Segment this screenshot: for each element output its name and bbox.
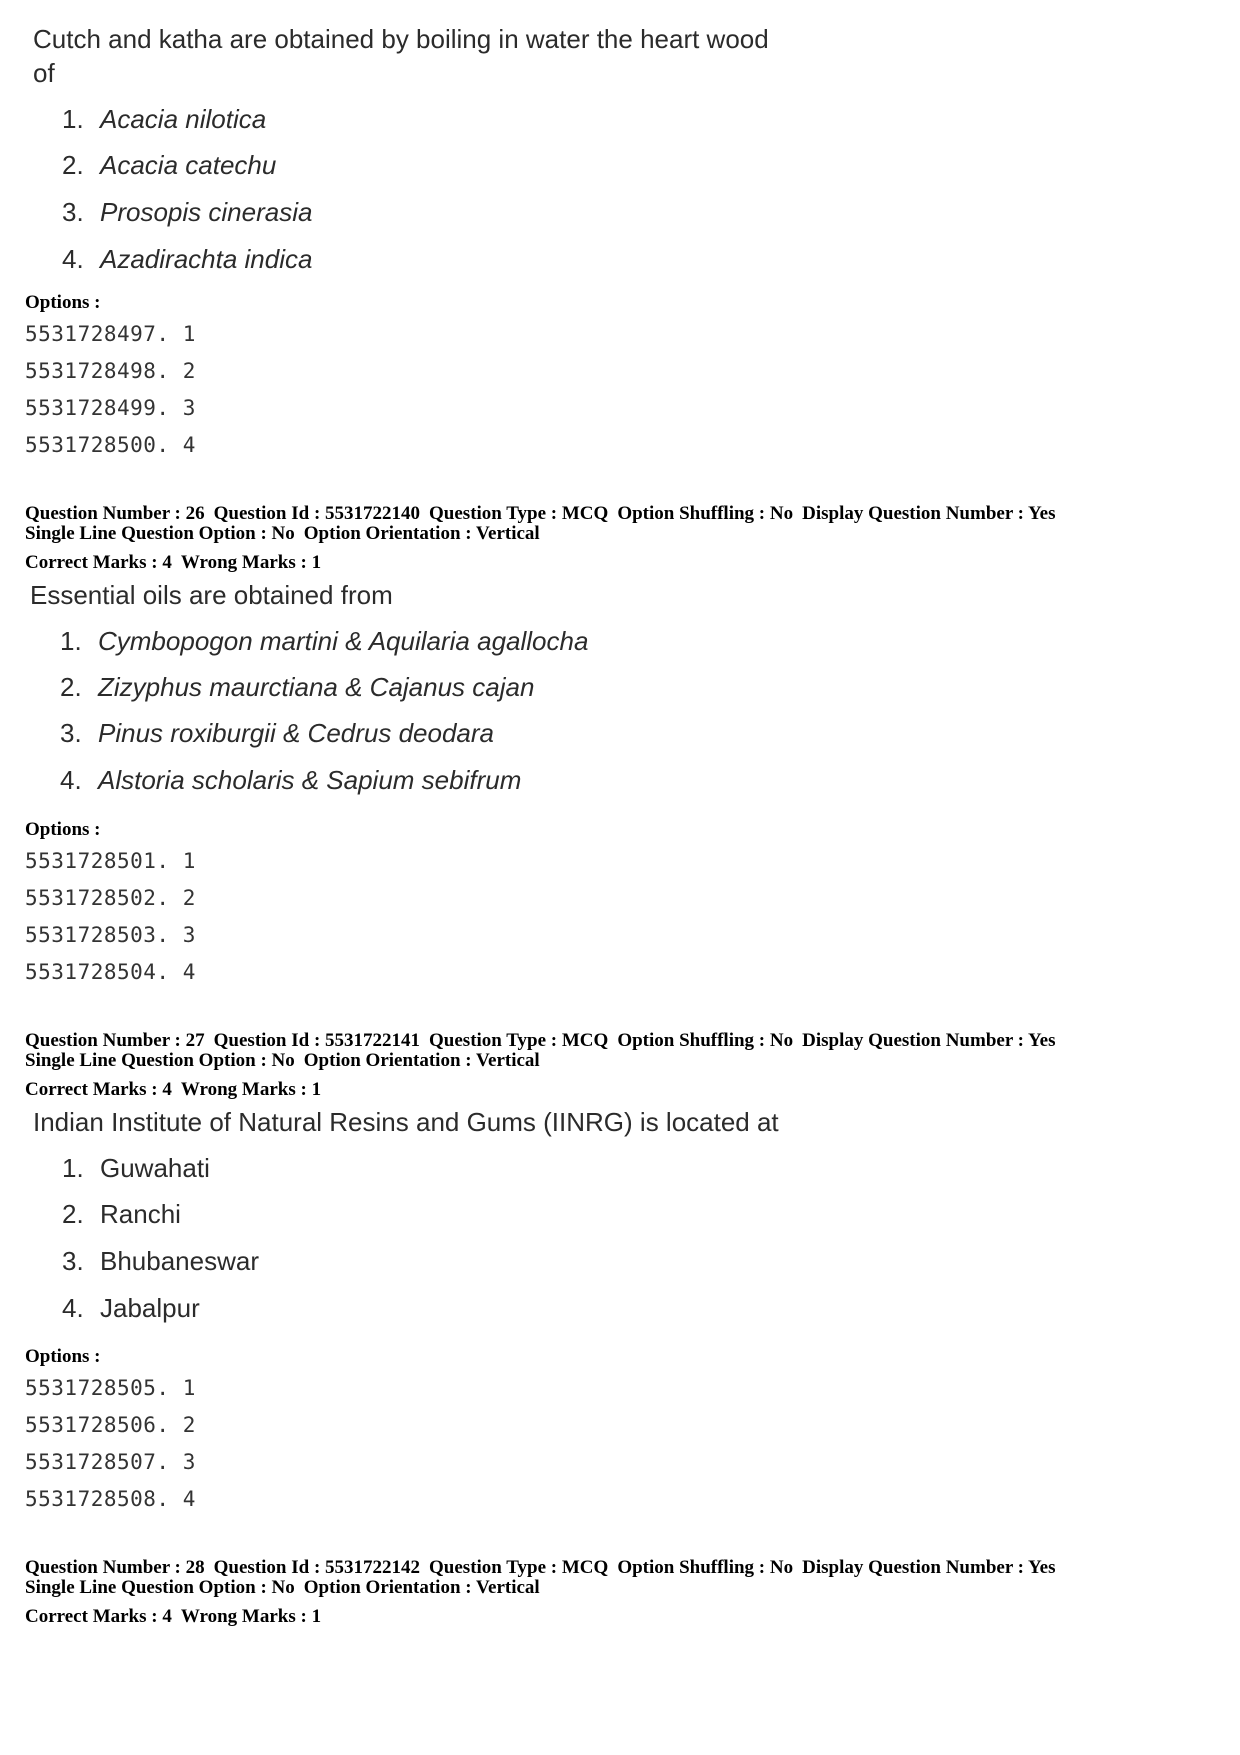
question-27-option-id-1: 5531728505. 1: [25, 1376, 196, 1400]
single-line-label: Single Line Question Option :: [25, 1050, 267, 1071]
question-27-options-heading: Options :: [25, 1346, 101, 1367]
question-number-value: 26: [185, 503, 205, 524]
question-id-label: Question Id :: [213, 1030, 321, 1051]
option-shuffling-value: No: [769, 503, 794, 524]
choice-text: Jabalpur: [100, 1293, 200, 1323]
question-number-value: 27: [185, 1030, 205, 1051]
question-27-choice-1: [62, 1153, 210, 1183]
question-28-meta-line-2: [25, 1578, 540, 1598]
single-line-value: No: [271, 1050, 295, 1071]
correct-marks-value: 4: [162, 1079, 172, 1100]
question-26-option-id-3: 5531728503. 3: [25, 923, 196, 947]
option-orientation-label: Option Orientation :: [303, 523, 472, 544]
choice-number: 3.: [62, 197, 84, 227]
choice-number: 1.: [60, 626, 82, 656]
choice-number: 4.: [60, 765, 82, 795]
correct-marks-value: 4: [162, 552, 172, 573]
question-id-value: 5531722142: [325, 1557, 421, 1578]
option-shuffling-value: No: [769, 1030, 794, 1051]
question-25-choice-3: [62, 197, 312, 227]
choice-number: 2.: [62, 150, 84, 180]
question-id-value: 5531722141: [325, 1030, 421, 1051]
question-26-choice-2: [60, 672, 534, 702]
question-25-option-id-2: 5531728498. 2: [25, 359, 196, 383]
question-25-choice-4: [62, 244, 312, 274]
question-25-choice-1: [62, 104, 266, 134]
single-line-label: Single Line Question Option :: [25, 1577, 267, 1598]
option-shuffling-value: No: [769, 1557, 794, 1578]
question-25-stem-line-1: Cutch and katha are obtained by boiling in water the heart wood: [33, 24, 769, 54]
question-26-meta-line-1: [25, 504, 1056, 524]
choice-number: 4.: [62, 244, 84, 274]
question-28-marks: [25, 1607, 321, 1627]
correct-marks-value: 4: [162, 1606, 172, 1627]
question-type-label: Question Type :: [429, 1030, 558, 1051]
choice-number: 2.: [62, 1199, 84, 1229]
correct-marks-label: Correct Marks :: [25, 552, 158, 573]
question-27-option-id-4: 5531728508. 4: [25, 1487, 196, 1511]
choice-number: 1.: [62, 1153, 84, 1183]
option-shuffling-label: Option Shuffling :: [617, 1557, 766, 1578]
option-orientation-value: Vertical: [476, 1577, 540, 1598]
display-question-number-label: Display Question Number :: [802, 1030, 1024, 1051]
single-line-value: No: [271, 1577, 295, 1598]
question-25-option-id-4: 5531728500. 4: [25, 433, 196, 457]
wrong-marks-value: 1: [311, 552, 322, 573]
question-26-choice-3: [60, 718, 494, 748]
choice-number: 3.: [62, 1246, 84, 1276]
question-26-stem: Essential oils are obtained from: [30, 580, 393, 610]
question-27-stem: Indian Institute of Natural Resins and Gums (IINRG) is located at: [33, 1107, 779, 1137]
question-26-meta-line-2: [25, 524, 540, 544]
choice-number: 1.: [62, 104, 84, 134]
wrong-marks-label: Wrong Marks :: [180, 1079, 307, 1100]
wrong-marks-label: Wrong Marks :: [180, 552, 307, 573]
choice-text: Alstoria scholaris & Sapium sebifrum: [98, 765, 522, 795]
single-line-value: No: [271, 523, 295, 544]
question-25-options-heading: Options :: [25, 292, 101, 313]
choice-text: Acacia catechu: [100, 150, 277, 180]
choice-text: Cymbopogon martini & Aquilaria agallocha: [98, 626, 589, 656]
wrong-marks-value: 1: [311, 1606, 322, 1627]
question-25-stem: [33, 22, 793, 90]
option-orientation-label: Option Orientation :: [303, 1577, 472, 1598]
choice-text: Pinus roxiburgii & Cedrus deodara: [98, 718, 494, 748]
question-27-choice-2: [62, 1199, 181, 1229]
question-26-choice-4: [60, 765, 521, 795]
choice-text: Zizyphus maurctiana & Cajanus cajan: [98, 672, 535, 702]
choice-text: Prosopis cinerasia: [100, 197, 313, 227]
choice-number: 3.: [60, 718, 82, 748]
question-27-choice-3: [62, 1246, 259, 1276]
option-shuffling-label: Option Shuffling :: [617, 1030, 766, 1051]
question-25-stem-line-2: of: [33, 58, 55, 88]
question-id-value: 5531722140: [325, 503, 421, 524]
option-orientation-label: Option Orientation :: [303, 1050, 472, 1071]
question-26-option-id-4: 5531728504. 4: [25, 960, 196, 984]
single-line-label: Single Line Question Option :: [25, 523, 267, 544]
option-orientation-value: Vertical: [476, 523, 540, 544]
question-25-option-id-1: 5531728497. 1: [25, 322, 196, 346]
choice-text: Ranchi: [100, 1199, 181, 1229]
wrong-marks-label: Wrong Marks :: [180, 1606, 307, 1627]
wrong-marks-value: 1: [311, 1079, 322, 1100]
question-type-label: Question Type :: [429, 503, 558, 524]
question-id-label: Question Id :: [213, 503, 321, 524]
display-question-number-label: Display Question Number :: [802, 503, 1024, 524]
question-type-value: MCQ: [561, 1030, 609, 1051]
question-26-option-id-1: 5531728501. 1: [25, 849, 196, 873]
choice-text: Bhubaneswar: [100, 1246, 259, 1276]
question-number-label: Question Number :: [25, 1557, 181, 1578]
question-type-value: MCQ: [561, 503, 609, 524]
question-number-value: 28: [185, 1557, 205, 1578]
question-27-marks: [25, 1080, 321, 1100]
choice-text: Azadirachta indica: [100, 244, 313, 274]
question-26-option-id-2: 5531728502. 2: [25, 886, 196, 910]
question-number-label: Question Number :: [25, 1030, 181, 1051]
question-27-meta-line-1: [25, 1031, 1056, 1051]
question-27-option-id-3: 5531728507. 3: [25, 1450, 196, 1474]
question-27-meta-line-2: [25, 1051, 540, 1071]
question-id-label: Question Id :: [213, 1557, 321, 1578]
question-25-option-id-3: 5531728499. 3: [25, 396, 196, 420]
question-type-label: Question Type :: [429, 1557, 558, 1578]
question-25-choice-2: [62, 150, 276, 180]
question-type-value: MCQ: [561, 1557, 609, 1578]
choice-number: 2.: [60, 672, 82, 702]
display-question-number-value: Yes: [1028, 1030, 1056, 1051]
question-28-meta-line-1: [25, 1558, 1056, 1578]
question-26-marks: [25, 553, 321, 573]
question-27-choice-4: [62, 1293, 200, 1323]
display-question-number-value: Yes: [1028, 1557, 1056, 1578]
question-27-option-id-2: 5531728506. 2: [25, 1413, 196, 1437]
choice-text: Acacia nilotica: [100, 104, 267, 134]
option-orientation-value: Vertical: [476, 1050, 540, 1071]
correct-marks-label: Correct Marks :: [25, 1606, 158, 1627]
choice-text: Guwahati: [100, 1153, 210, 1183]
display-question-number-value: Yes: [1028, 503, 1056, 524]
question-26-choice-1: [60, 626, 588, 656]
question-26-options-heading: Options :: [25, 819, 101, 840]
correct-marks-label: Correct Marks :: [25, 1079, 158, 1100]
question-number-label: Question Number :: [25, 503, 181, 524]
option-shuffling-label: Option Shuffling :: [617, 503, 766, 524]
choice-number: 4.: [62, 1293, 84, 1323]
display-question-number-label: Display Question Number :: [802, 1557, 1024, 1578]
